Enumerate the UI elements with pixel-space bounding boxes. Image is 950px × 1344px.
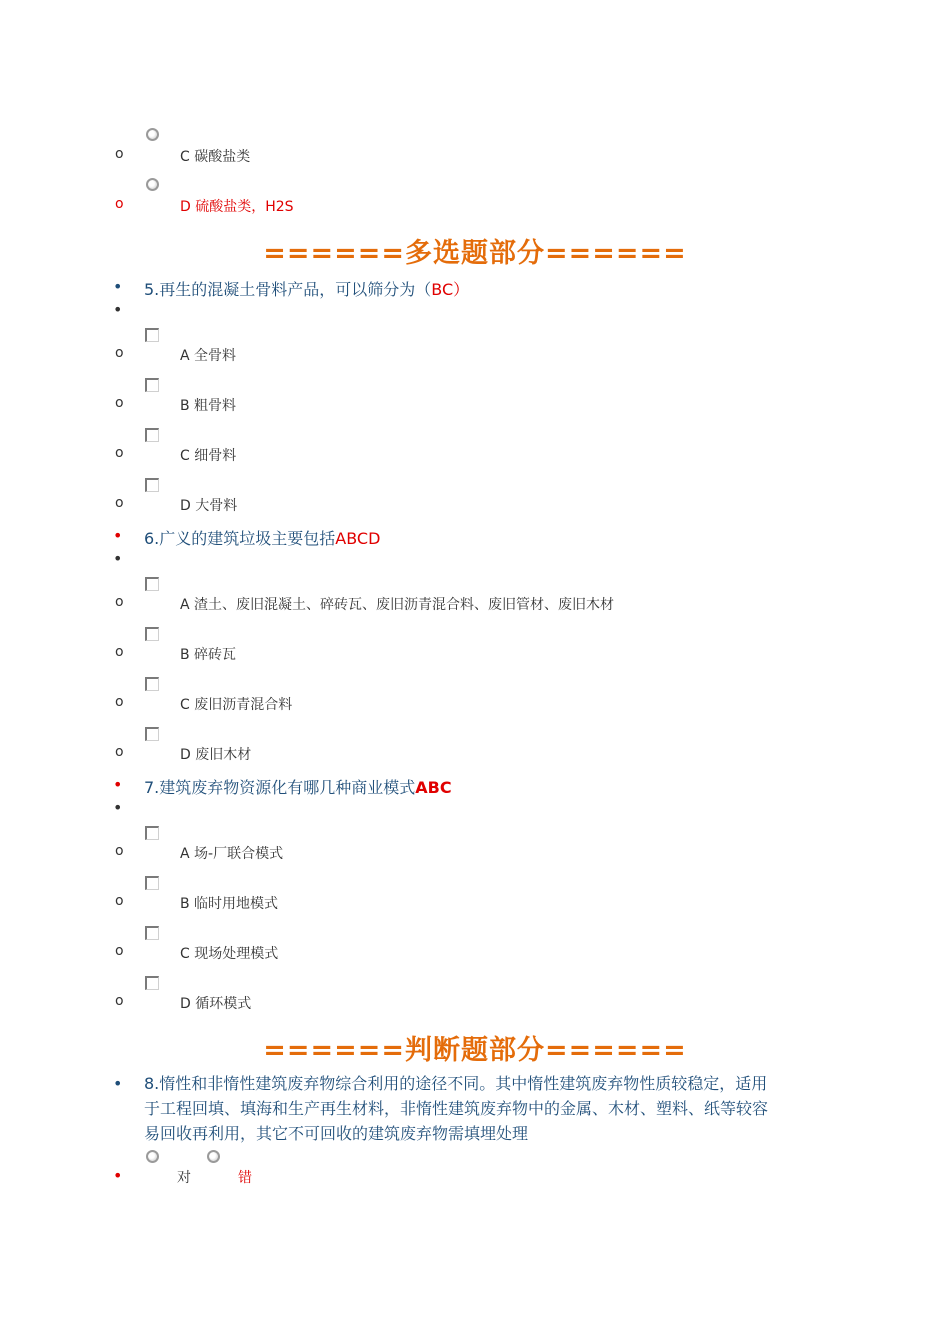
option-q5-b: B 粗骨料 bbox=[180, 398, 237, 414]
checkbox-q5-c[interactable] bbox=[145, 428, 159, 442]
list-marker: o bbox=[115, 196, 124, 212]
question-close: ） bbox=[453, 280, 470, 299]
checkbox-q7-b[interactable] bbox=[145, 876, 159, 890]
question-8 bbox=[144, 1071, 809, 1146]
list-marker: o bbox=[115, 843, 124, 859]
question-text: 建筑废弃物资源化有哪几种商业模式 bbox=[159, 778, 416, 797]
list-marker: o bbox=[115, 495, 124, 511]
list-marker: o bbox=[115, 146, 124, 162]
list-bullet: • bbox=[113, 526, 123, 545]
question-answer: ABCD bbox=[335, 529, 381, 548]
question-number: 6. bbox=[144, 529, 160, 548]
list-marker: o bbox=[115, 943, 124, 959]
checkbox-q6-a[interactable] bbox=[145, 577, 159, 591]
option-q5-c: C 细骨料 bbox=[180, 448, 237, 464]
option-q7-d: D 循环模式 bbox=[180, 996, 252, 1012]
question-answer: ABC bbox=[415, 778, 452, 797]
checkbox-q6-d[interactable] bbox=[145, 727, 159, 741]
question-7 bbox=[144, 775, 452, 798]
radio-q8-true[interactable] bbox=[146, 1150, 159, 1163]
checkbox-q6-b[interactable] bbox=[145, 627, 159, 641]
question-text: 广义的建筑垃圾主要包括 bbox=[159, 529, 336, 548]
option-q6-b: B 碎砖瓦 bbox=[180, 647, 237, 663]
list-marker: o bbox=[115, 744, 124, 760]
option-q8-true: 对 bbox=[177, 1170, 191, 1186]
question-number: 7. bbox=[144, 778, 160, 797]
option-q6-c: C 废旧沥青混合料 bbox=[180, 697, 293, 713]
list-marker: o bbox=[115, 395, 124, 411]
section-heading-judge: ======判断题部分====== bbox=[263, 1035, 687, 1066]
question-answer: BC bbox=[431, 280, 454, 299]
list-bullet: • bbox=[113, 549, 123, 568]
list-marker: o bbox=[115, 445, 124, 461]
list-marker: o bbox=[115, 893, 124, 909]
question-5 bbox=[144, 277, 469, 300]
checkbox-q5-b[interactable] bbox=[145, 378, 159, 392]
checkbox-q7-a[interactable] bbox=[145, 826, 159, 840]
option-q6-a: A 渣土、废旧混凝土、碎砖瓦、废旧沥青混合料、废旧管材、废旧木材 bbox=[180, 597, 615, 613]
option-q4-c: C 碳酸盐类 bbox=[180, 149, 251, 165]
list-marker: o bbox=[115, 644, 124, 660]
list-marker: o bbox=[115, 694, 124, 710]
radio-q4-c[interactable] bbox=[146, 128, 159, 141]
radio-q4-d[interactable] bbox=[146, 178, 159, 191]
option-q7-b: B 临时用地模式 bbox=[180, 896, 279, 912]
radio-q8-false[interactable] bbox=[207, 1150, 220, 1163]
list-marker: o bbox=[115, 345, 124, 361]
option-q8-false: 错 bbox=[238, 1170, 252, 1186]
list-bullet: • bbox=[113, 300, 123, 319]
option-q5-d: D 大骨料 bbox=[180, 498, 238, 514]
checkbox-q5-a[interactable] bbox=[145, 328, 159, 342]
list-marker: o bbox=[115, 594, 124, 610]
option-q7-c: C 现场处理模式 bbox=[180, 946, 279, 962]
option-q7-a: A 场-厂联合模式 bbox=[180, 846, 284, 862]
checkbox-q6-c[interactable] bbox=[145, 677, 159, 691]
question-line bbox=[144, 1071, 809, 1096]
question-number: 8. bbox=[144, 1074, 160, 1093]
checkbox-q7-c[interactable] bbox=[145, 926, 159, 940]
question-number: 5. bbox=[144, 280, 160, 299]
checkbox-q7-d[interactable] bbox=[145, 976, 159, 990]
list-bullet: • bbox=[113, 1074, 123, 1093]
list-bullet: • bbox=[113, 775, 123, 794]
question-text: 惰性和非惰性建筑废弃物综合利用的途径不同。其中惰性建筑废弃物性质较稳定，适用 bbox=[159, 1074, 768, 1093]
checkbox-q5-d[interactable] bbox=[145, 478, 159, 492]
option-q5-a: A 全骨料 bbox=[180, 348, 237, 364]
question-line: 易回收再利用，其它不可回收的建筑废弃物需填埋处理 bbox=[144, 1124, 529, 1143]
list-marker: o bbox=[115, 993, 124, 1009]
section-heading-multi: ======多选题部分====== bbox=[263, 238, 687, 269]
option-q6-d: D 废旧木材 bbox=[180, 747, 252, 763]
list-bullet: • bbox=[113, 277, 123, 296]
list-bullet: • bbox=[113, 798, 123, 817]
option-q4-d: D 硫酸盐类，H2S bbox=[180, 199, 294, 215]
list-bullet: • bbox=[113, 1166, 123, 1185]
question-text: 再生的混凝土骨料产品，可以筛分为（ bbox=[159, 280, 432, 299]
question-line: 于工程回填、填海和生产再生材料，非惰性建筑废弃物中的金属、木材、塑料、纸等较容 bbox=[144, 1099, 769, 1118]
question-6 bbox=[144, 526, 380, 549]
